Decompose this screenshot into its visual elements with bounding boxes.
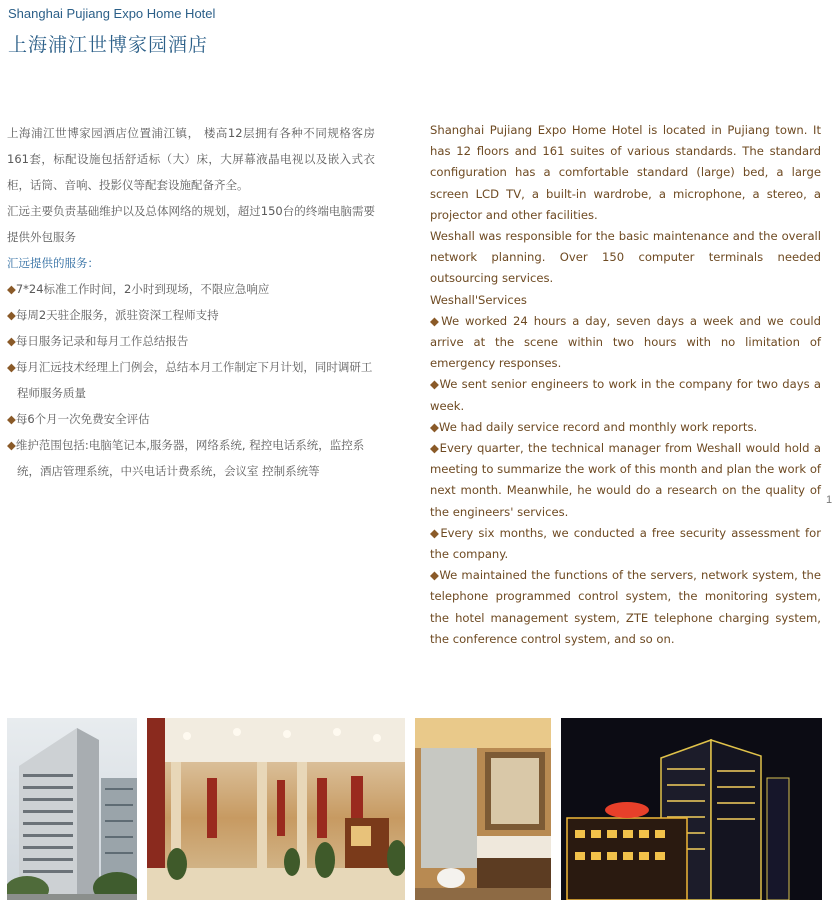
diamond-bullet-icon: ◆	[430, 441, 440, 456]
en-bullet-text: We worked 24 hours a day, seven days a week and we could arrive at the scene within two hours with no limitation of emergency responses.	[430, 313, 821, 371]
en-bullet	[430, 438, 821, 523]
diamond-bullet-icon: ◆	[430, 525, 441, 540]
cn-bullet	[7, 302, 375, 328]
cn-bullet	[7, 406, 375, 432]
en-intro: Shanghai Pujiang Expo Home Hotel is located in Pujiang town. It has 12 floors and 161 suites of various standards. The standard configuration has a comfortable standard (large) bed, a large screen LCD TV, a built-in wardrobe, a microphone, a stereo, a projector and other facilities.	[430, 123, 821, 222]
diamond-bullet-icon: ◆	[7, 282, 16, 296]
cn-bullet	[7, 328, 375, 354]
cn-bullet-text: 每周2天驻企服务，派驻资深工程师支持	[15, 308, 219, 322]
cn-services-header: 汇远提供的服务：	[7, 256, 99, 270]
hotel-lobby-photo	[147, 718, 405, 900]
diamond-bullet-icon: ◆	[7, 412, 16, 426]
en-services-header: Weshall'Services	[430, 292, 527, 307]
en-weshall-paragraph: Weshall was responsible for the basic maintenance and the overall network planning. Over 150 computer terminals needed outsourcing services.	[430, 229, 821, 286]
hotel-bathroom-photo	[415, 718, 551, 900]
diamond-bullet-icon: ◆	[7, 438, 16, 452]
diamond-bullet-icon: ◆	[430, 568, 440, 583]
diamond-bullet-icon: ◆	[430, 377, 440, 392]
diamond-bullet-icon: ◆	[7, 308, 16, 322]
cn-bullet	[7, 432, 375, 484]
cn-weshall-paragraph: 汇远主要负责基础维护以及总体网络的规划，超过150台的终端电脑需要提供外包服务	[7, 204, 375, 244]
diamond-bullet-icon: ◆	[7, 334, 16, 348]
cn-bullet-text: 每日服务记录和每月工作总结报告	[15, 334, 189, 348]
cn-bullet-text: 每月汇远技术经理上门例会，总结本月工作制定下月计划，同时调研工程师服务质量	[15, 360, 373, 400]
en-bullet	[430, 417, 821, 438]
en-bullet	[430, 565, 821, 650]
en-bullet-text: Every six months, we conducted a free security assessment for the company.	[430, 525, 821, 562]
en-bullet-text: We maintained the functions of the servers, network system, the telephone programmed control system, the monitoring system, the hotel management system, ZTE telephone charging system, the conference control system, and so on.	[430, 568, 821, 646]
diamond-bullet-icon: ◆	[430, 313, 442, 328]
en-bullet	[430, 311, 821, 375]
cn-bullet	[7, 276, 375, 302]
diamond-bullet-icon: ◆	[430, 419, 439, 434]
page-number: 1	[826, 494, 833, 506]
hotel-exterior-photo	[7, 718, 137, 900]
en-bullet	[430, 374, 821, 416]
en-bullet	[430, 523, 821, 565]
cn-bullet-text: 7*24标准工作时间，2小时到现场，不限应急响应	[15, 282, 270, 296]
cn-bullet-text: 每6个月一次免费安全评估	[15, 412, 150, 426]
cn-bullet	[7, 354, 375, 406]
cn-bullet-text: 维护范围包括:电脑笔记本,服务器，网络系统, 程控电话系统，监控系统，酒店管理系统，中兴电话计费系统，会议室 控制系统等	[15, 438, 365, 478]
english-description	[430, 120, 821, 650]
hotel-night-view-photo	[561, 718, 822, 900]
hotel-title-cn: 上海浦江世博家园酒店	[8, 34, 209, 56]
cn-intro: 上海浦江世博家园酒店位置浦江镇， 楼高12层拥有各种不同规格客房161套，标配设施包括舒适标（大）床，大屏幕液晶电视以及嵌入式衣柜，话筒、音响、投影仪等配套设施配备齐全。	[7, 126, 375, 192]
hotel-title-en: Shanghai Pujiang Expo Home Hotel	[8, 6, 216, 21]
en-bullet-text: Every quarter, the technical manager from Weshall would hold a meeting to summarize the work of this month and plan the work of next month. Meanwhile, he would do a research on the quality of the engineers' services.	[430, 441, 822, 519]
chinese-description	[7, 120, 375, 484]
en-bullet-text: We sent senior engineers to work in the company for two days a week.	[430, 377, 821, 413]
en-bullet-text: We had daily service record and monthly work reports.	[438, 419, 758, 434]
diamond-bullet-icon: ◆	[7, 360, 16, 374]
